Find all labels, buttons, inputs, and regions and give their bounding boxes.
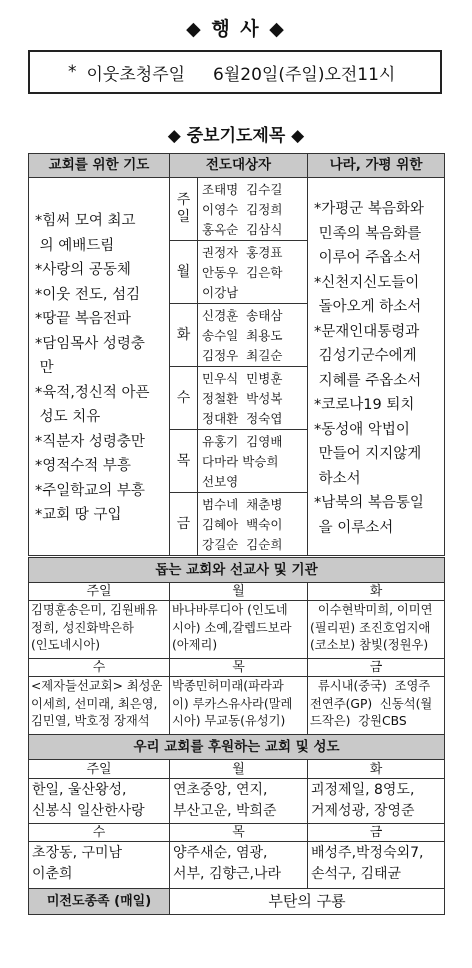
cell-line: 이수현박미희, 이미연 [310, 603, 433, 617]
nation-prayer-item: *남북의 복음통일 [314, 495, 424, 511]
cell-line: 신봉식 일산한사랑 [32, 803, 145, 819]
supporters-day-label: 목 [170, 824, 308, 842]
supporters-cell [308, 779, 445, 824]
missions-cell [308, 601, 445, 659]
nation-prayer-item: *동성애 악법이 [314, 421, 410, 438]
target-name-line: 김혜아 백숙이 [202, 516, 283, 532]
church-prayer-item: *직분자 성령충만 [35, 433, 145, 450]
church-prayer-item: *땅끝 복음전파 [35, 311, 131, 328]
prayer-table [28, 153, 445, 556]
target-name-line: 선보영 [202, 473, 239, 489]
supporters-cell [29, 842, 170, 889]
nation-prayer-item: *가평군 복음화와 [314, 201, 424, 217]
cell-line: 연초중앙, 연지, [173, 782, 268, 798]
missions-title: 돕는 교회와 선교사 및 기관 [29, 558, 445, 583]
target-day: 월 [170, 241, 198, 304]
church-prayer-list [29, 178, 170, 556]
church-prayer-item: 만 [35, 360, 54, 377]
cell-line: 류시내(중국) 조영주 [310, 679, 431, 693]
cell-line: (코소보) 참빛(정원우) [310, 638, 429, 653]
nation-prayer-item: 하소서 [314, 470, 361, 487]
missions-day-label: 목 [170, 659, 308, 677]
target-names [198, 493, 308, 556]
cell-line: 이춘희 [32, 866, 73, 882]
unreached-value: 부탄의 구룡 [170, 889, 445, 915]
target-name-line: 이강남 [202, 284, 239, 300]
church-prayer-item: 의 예배드림 [35, 237, 115, 254]
cell-line: 거제성광, 장영준 [311, 803, 415, 819]
cell-line: 이세희, 선미래, 최은영, [31, 696, 158, 711]
missions-day-label: 주일 [29, 583, 170, 601]
target-names [198, 430, 308, 493]
cell-line: 초장동, 구미남 [32, 845, 123, 861]
supporters-cell [308, 842, 445, 889]
church-prayer-item: *육적,정신적 아픈 [35, 384, 150, 401]
event-section-title: ◆ 행 사 ◆ [186, 18, 286, 40]
cell-line: (아제리) [172, 638, 218, 653]
target-name-line: 김정우 최길순 [202, 347, 283, 363]
cell-line: 이) 루카스유사라(말레 [172, 696, 293, 711]
target-day: 수 [170, 367, 198, 430]
prayer-section-title: ◆ 중보기도제목 ◆ [167, 126, 305, 146]
missions-day-label: 월 [170, 583, 308, 601]
church-prayer-item: *담임목사 성령충 [35, 335, 145, 352]
missions-cell [170, 677, 308, 735]
missions-cell [308, 677, 445, 735]
cell-line: 배성주,박정숙외7, [311, 845, 424, 861]
nation-prayer-item: *문재인대통령과 [314, 323, 420, 340]
supporters-day-label: 월 [170, 760, 308, 779]
missions-day-label: 금 [308, 659, 445, 677]
event-box [28, 50, 442, 94]
target-name-line: 권정자 홍경표 [202, 244, 283, 260]
cell-line: 시아) 무교동(유성기) [172, 714, 286, 729]
nation-prayer-item: 이루어 주옵소서 [314, 250, 422, 266]
target-name-line: 이영수 김정희 [202, 201, 283, 217]
prayer-header-church: 교회를 위한 기도 [29, 154, 170, 178]
cell-line: 박종민허미래(파라과 [172, 679, 284, 693]
target-name-line: 범수네 채춘병 [202, 496, 283, 512]
nation-prayer-item: 돌아오게 하소서 [314, 299, 422, 315]
cell-line: (필리핀) 조진호엄지애 [310, 620, 431, 635]
cell-line: 손석구, 김태균 [311, 866, 402, 882]
supporters-title: 우리 교회를 후원하는 교회 및 성도 [29, 735, 445, 760]
cell-line: 부산고운, 박희준 [173, 803, 277, 819]
target-day: 화 [170, 304, 198, 367]
support-table [28, 557, 445, 915]
church-prayer-item: 성도 치유 [35, 409, 101, 426]
nation-prayer-list [308, 178, 445, 556]
event-datetime: 6월20일(주일)오전11시 [213, 64, 396, 85]
target-names [198, 367, 308, 430]
nation-prayer-item: 김성기군수에게 [314, 348, 417, 364]
target-names [198, 178, 308, 241]
target-name-line: 송수일 최용도 [202, 327, 283, 343]
missions-cell [29, 601, 170, 659]
prayer-header-nation: 나라, 가평 위한 [308, 154, 445, 178]
supporters-day-label: 주일 [29, 760, 170, 779]
supporters-day-label: 수 [29, 824, 170, 842]
church-prayer-item: *힘써 모여 최고 [35, 213, 136, 230]
target-names [198, 241, 308, 304]
missions-cell [29, 677, 170, 735]
cell-line: 김민열, 박호정 장재석 [31, 714, 150, 729]
nation-prayer-item: *코로나19 퇴치 [314, 397, 415, 413]
target-name-line: 신경훈 송태삼 [202, 307, 283, 323]
church-prayer-item: *교회 땅 구입 [35, 507, 122, 524]
cell-line: 드작은) 강원CBS [310, 714, 407, 729]
cell-line: 서부, 김향근,나라 [173, 866, 282, 882]
target-day: 주일 [170, 178, 198, 241]
cell-line: 양주새순, 염광, [173, 845, 268, 861]
target-name-line: 민우식 민병훈 [202, 370, 283, 386]
cell-line: 바나바루디아 (인도네 [172, 603, 288, 617]
missions-day-label: 수 [29, 659, 170, 677]
cell-line: 정희, 성진화박은하 [31, 620, 134, 635]
target-name-line: 홍옥순 김삼식 [202, 221, 283, 237]
cell-line: 전연주(GP) 신동석(월 [310, 696, 433, 711]
nation-prayer-item: 지혜를 주옵소서 [314, 372, 422, 389]
cell-line: 시아) 소예,갈렙드보라 [172, 620, 292, 635]
nation-prayer-item: 민족의 복음화를 [314, 225, 422, 242]
event-bullet: * [68, 62, 77, 82]
target-name-line: 강길순 김순희 [202, 536, 283, 552]
target-names [198, 304, 308, 367]
cell-line: 괴정제일, 8영도, [311, 782, 415, 798]
target-name-line: 정철환 박성복 [202, 390, 283, 406]
supporters-day-label: 금 [308, 824, 445, 842]
supporters-cell [170, 779, 308, 824]
cell-line: 한일, 울산왕성, [32, 782, 127, 798]
target-day: 금 [170, 493, 198, 556]
unreached-label: 미전도종족 (매일) [29, 889, 170, 915]
church-prayer-item: *주일학교의 부흥 [35, 482, 145, 499]
cell-line: 김명훈송은미, 김원배유 [31, 603, 158, 617]
target-name-line: 안동우 김은학 [202, 264, 283, 280]
target-name-line: 유홍기 김영배 [202, 433, 283, 449]
church-prayer-item: *이웃 전도, 섬김 [35, 286, 141, 303]
nation-prayer-item: 만들어 지지않게 [314, 446, 422, 462]
target-name-line: 정대환 정숙엽 [202, 410, 283, 426]
target-name-line: 다마라 박승희 [202, 453, 279, 469]
nation-prayer-item: 을 이루소서 [314, 519, 394, 536]
target-day: 목 [170, 430, 198, 493]
cell-line: (인도네시아) [31, 638, 100, 653]
supporters-day-label: 화 [308, 760, 445, 779]
church-prayer-item: *영적수적 부흥 [35, 458, 131, 475]
prayer-header-targets: 전도대상자 [170, 154, 308, 178]
supporters-cell [29, 779, 170, 824]
target-name-line: 조태명 김수길 [202, 181, 283, 197]
missions-day-label: 화 [308, 583, 445, 601]
missions-cell [170, 601, 308, 659]
event-name: 이웃초청주일 [86, 64, 186, 85]
cell-line: <제자들선교회> 최성운 [31, 679, 163, 693]
nation-prayer-item: *신천지신도들이 [314, 274, 420, 291]
supporters-cell [170, 842, 308, 889]
church-prayer-item: *사랑의 공동체 [35, 262, 131, 279]
